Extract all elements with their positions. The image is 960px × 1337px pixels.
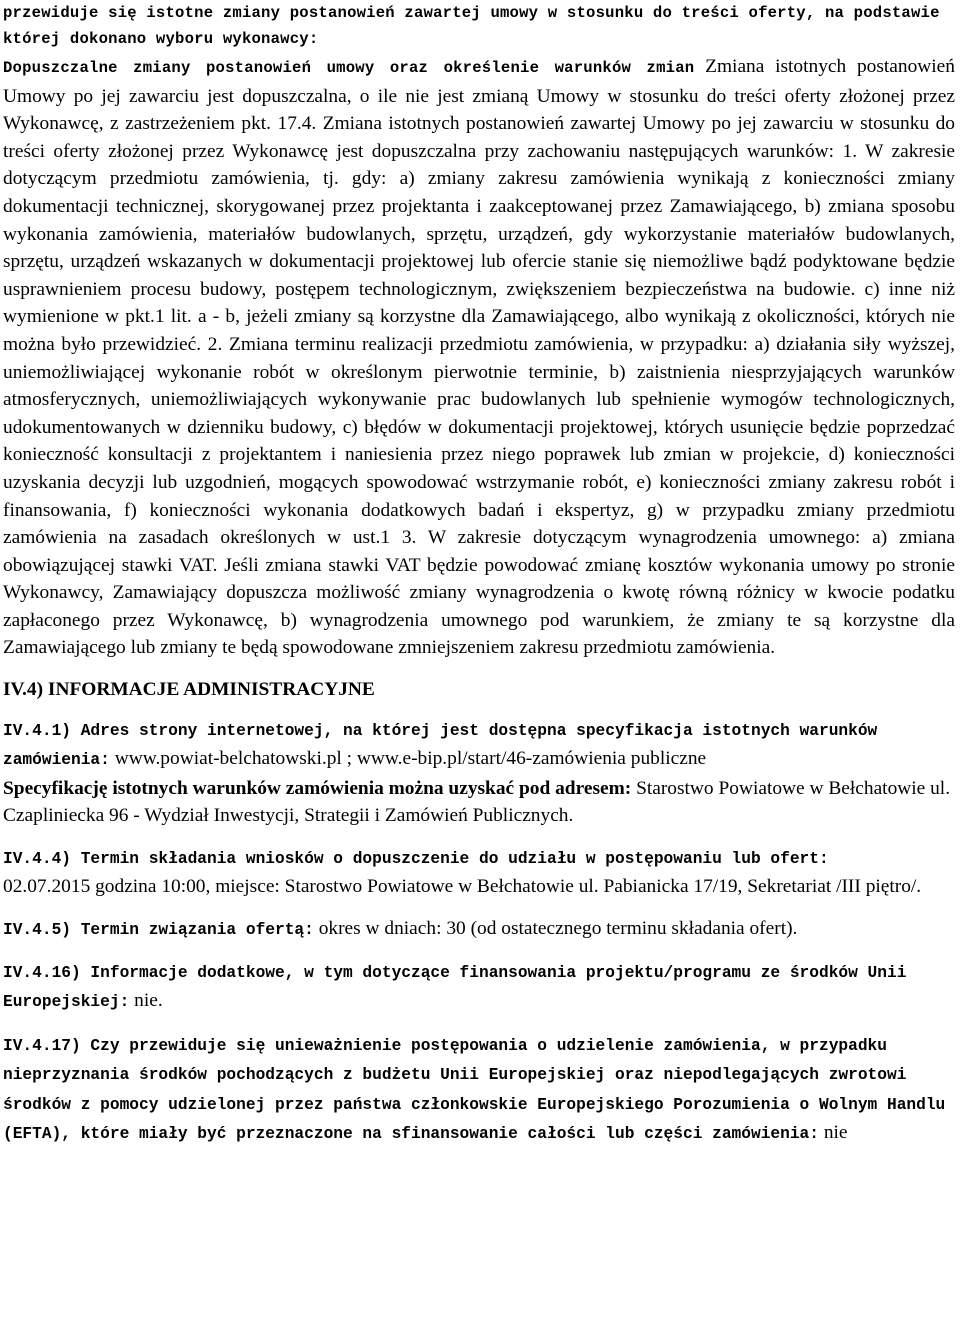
- question-heading: przewiduje się istotne zmiany postanowień zawartej umowy w stosunku do treści oferty, na podstawie której dokonano wyboru wykonawcy:: [3, 4, 940, 48]
- contract-changes-text: Zmiana istotnych postanowień Umowy po jej zawarciu jest dopuszczalna, o ile nie jest zmianą Umowy w stosunku do treści oferty złożonej przez Wykonawcę, z zastrzeżeniem pkt. 17.4. Zmiana istotnych postanowień zawartej Umowy po jej zawarciu w stosunku do treści oferty złożonej przez Wykonawcę jest dopuszczalna przy zachowaniu następujących warunków: 1. W zakresie dotyczącym przedmiotu zamówienia, tj. gdy: a) zmiany zakresu zamówienia wynikają z konieczności zmiany dokumentacji technicznej, skorygowanej przez projektanta i zaakceptowanej przez Zamawiającego, b) zmiana sposobu wykonania zamówienia, materiałów budowlanych, sprzętu, urządzeń, gdy wykorzystanie materiałów budowlanych, sprzętu, urządzeń wskazanych w dokumentacji projektowej lub ofercie stanie się niemożliwe bądź podyktowane będzie usprawnieniem procesu budowy, postępem technologicznym, zwiększeniem bezpieczeństwa na budowie. c) inne niż wymienione w pkt.1 lit. a - b, jeżeli zmiany są korzystne dla Zamawiającego, albo wynikają z okoliczności, których nie można było przewidzieć. 2. Zmiana terminu realizacji przedmiotu zamówienia, w przypadku: a) działania siły wyższej, uniemożliwiającej wykonanie robót w określonym pierwotnie terminie, b) zaistnienia niesprzyjających warunków atmosferycznych, uniemożliwiających wykonywanie prac budowlanych lub spełnienie wymogów technologicznych, udokumentowanych w dzienniku budowy, c) błędów w dokumentacji projektowej, których usunięcie będzie poprzedzać konieczność konsultacji z projektantem i naniesienia przez niego poprawek lub zmian w projekcie, d) konieczności uzyskania decyzji lub uzgodnień, mogących spowodować wstrzymanie robót, e) konieczności zmiany zakresu robót i finansowania, f) konieczności wykonania dodatkowych badań i ekspertyz, g) w przypadku zmiany przedmiotu zamówienia na zasadach określonych w ust.1 3. W zakresie dotyczącym wynagrodzenia umownego: a) zmiana obowiązującej stawki VAT. Jeśli zmiana stawki VAT będzie powodować zmianę kosztów wykonania umowy po stronie Wykonawcy, Zamawiający dopuszcza możliwość zmiany wynagrodzenia o kwotę równą różnicy w kwocie podatku zapłaconego przez Wykonawcę, b) wynagrodzenia umownego pod warunkiem, że zmiany te są korzystne dla Zamawiającego lub zmiany te będą spowodowane zmniejszeniem zakresu przedmiotu zamówienia.: [3, 56, 955, 659]
- item-label: IV.4.5) Termin związania ofertą:: [3, 920, 314, 939]
- item-value-spec-where: Starostwo Powiatowe w Bełchatowie ul. Czapliniecka 96 - Wydział Inwestycji, Strategii i Zamówień Publicznych.: [3, 777, 951, 827]
- document-page: [3, 0, 955, 1148]
- contract-changes-paragraph: [3, 53, 955, 662]
- item-label: IV.4.17) Czy przewiduje się unieważnienie postępowania o udzielenie zamówienia, w przypadku nieprzyznania środków pochodzących z budżetu Unii Europejskiej oraz niepodlegających zwrotowi środków z pomocy udzielonej przez państwa członkowskie Europejskiego Porozumienia o Wolnym Handlu (EFTA), które miały być przeznaczone na sfinansowanie całości lub części zamówienia:: [3, 1036, 946, 1143]
- item-label-spec-where: Specyfikację istotnych warunków zamówienia można uzyskać pod adresem:: [3, 777, 632, 799]
- info-item-deadline: [3, 844, 955, 901]
- item-value: 02.07.2015 godzina 10:00, miejsce: Starostwo Powiatowe w Bełchatowie ul. Pabianicka 17/19, Sekretariat /III piętro/.: [3, 876, 922, 898]
- section-title: IV.4) INFORMACJE ADMINISTRACYJNE: [3, 679, 375, 701]
- info-item-spec-address: [3, 716, 955, 830]
- item-label: IV.4.4) Termin składania wniosków o dopuszczenie do udziału w postępowaniu lub ofert:: [3, 849, 829, 868]
- info-item-additional-info: [3, 958, 955, 1017]
- item-label: IV.4.1) Adres strony internetowej, na której jest dostępna specyfikacja istotnych warunków zamówienia:: [3, 722, 878, 770]
- item-value: www.powiat-belchatowski.pl ; www.e-bip.pl/start/46-zamówienia publiczne: [109, 748, 707, 770]
- info-item-binding-period: [3, 915, 955, 944]
- item-label: IV.4.16) Informacje dodatkowe, w tym dotyczące finansowania projektu/programu ze środków Unii Europejskiej:: [3, 963, 907, 1012]
- item-value: okres w dniach: 30 (od ostatecznego terminu składania ofert).: [313, 917, 798, 939]
- info-item-annulment: [3, 1031, 955, 1149]
- item-value: nie.: [129, 990, 163, 1012]
- contract-changes-label: Dopuszczalne zmiany postanowień umowy oraz określenie warunków zmian: [3, 59, 695, 77]
- item-value: nie: [818, 1121, 848, 1143]
